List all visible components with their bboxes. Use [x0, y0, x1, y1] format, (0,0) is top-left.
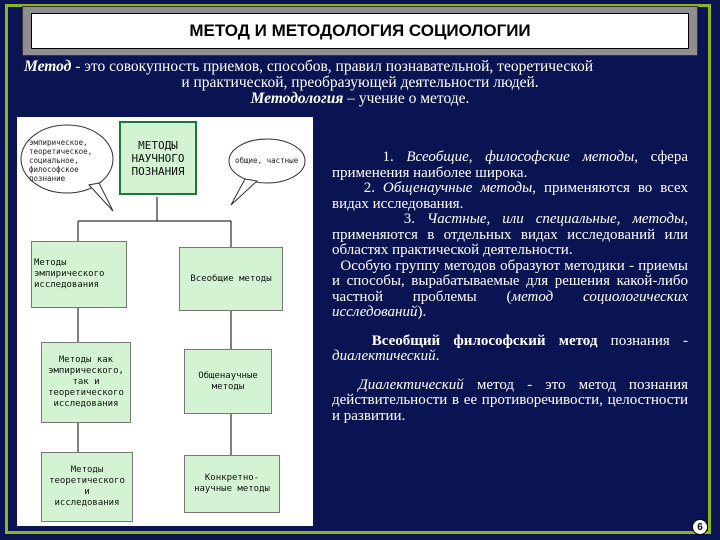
theoretical-methods-node: Методы теоретического и исследования — [41, 452, 133, 522]
method-term: Метод — [24, 58, 72, 75]
p5-end: . — [435, 348, 440, 364]
p1-rest: , сфера применения наиболее широка. — [332, 149, 689, 181]
callout-right-tail — [231, 179, 257, 205]
intro-text — [24, 59, 696, 107]
method-def-part2: и практической, преобразующей деятельности людей. — [181, 74, 539, 91]
p4-main: Особую группу методов образуют методики - приемы и способы, вырабатываемые для решения какой-либо частной проблемы ( — [332, 257, 688, 305]
callout-right-text: общие, частные — [235, 156, 299, 165]
methods-description — [332, 150, 688, 424]
methodology-definition — [24, 91, 696, 107]
empirical-methods-node: Методы эмпирического исследования — [31, 241, 127, 308]
p6-rest: метод - это метод познания действительности в ее противоречивости, целостности и развитии. — [332, 376, 689, 424]
paragraph-special — [332, 212, 688, 259]
p2-term: Общенаучные методы — [382, 180, 533, 196]
title-box — [22, 6, 698, 56]
p1-number: 1. — [382, 149, 407, 165]
concrete-scientific-methods-node: Конкретно- научные методы — [184, 455, 280, 513]
p4-term: метод социологических исследований — [332, 288, 688, 320]
method-definition — [24, 59, 696, 75]
methodology-def: – учение о методе. — [343, 90, 470, 107]
paragraph-universal — [332, 150, 688, 181]
paragraph-philosophical — [332, 334, 688, 365]
callout-left-tail — [89, 183, 113, 211]
p5-bold: Всеобщий философский метод — [371, 332, 598, 349]
p3-number: 3. — [403, 211, 427, 227]
p3-rest: , применяются в отдельных видах исследований или областях практической деятельности. — [332, 211, 689, 258]
slide-title: МЕТОД И МЕТОДОЛОГИЯ СОЦИОЛОГИИ — [31, 13, 689, 49]
methodology-term: Методология — [250, 90, 344, 107]
p5-rest: познания - — [597, 332, 689, 349]
p3-term: Частные, или специальные, методы — [426, 211, 685, 227]
p1-term: Всеобщие, философские методы — [406, 149, 635, 165]
empirical-theoretical-methods-node: Методы как эмпирического, так и теоретического исследования — [41, 342, 131, 423]
paragraph-dialectical — [332, 378, 688, 425]
page-number-badge: 6 — [692, 519, 708, 535]
method-def-part1: - это совокупность приемов, способов, правил познавательной, теоретической — [71, 58, 594, 75]
p5-term: диалектический — [332, 348, 436, 364]
paragraph-general-scientific — [332, 181, 688, 212]
p4-end: ). — [417, 304, 427, 320]
diagram-panel — [17, 117, 313, 526]
p6-term: Диалектический — [358, 376, 464, 393]
p2-rest: , применяются во всех видах исследования. — [332, 180, 689, 212]
general-scientific-methods-node: Общенаучные методы — [184, 349, 272, 414]
callout-left-text: эмпирическое, теоретическое, социальное, философское познание — [29, 138, 93, 183]
universal-methods-node: Всеобщие методы — [179, 247, 283, 311]
scientific-methods-node: МЕТОДЫ НАУЧНОГО ПОЗНАНИЯ — [119, 121, 197, 195]
p2-number: 2. — [363, 180, 383, 196]
paragraph-techniques — [332, 259, 688, 321]
